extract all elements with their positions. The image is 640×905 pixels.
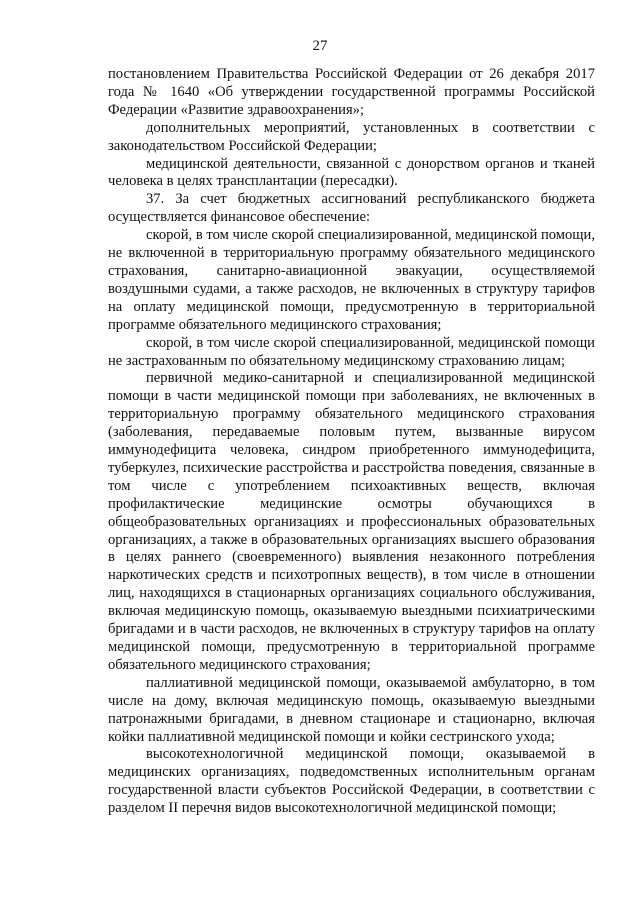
paragraph-emergency-care: скорой, в том числе скорой специализированной, медицинской помощи, не включенной в территориальную программу обязательного медицинского страхования, санитарно-авиационной эвакуации, осуществляемой воздушными судами, а также расходов, не включенных в структуру тарифов на оплату медицинской помощи, предусмотренную в территориальной программе обязательного медицинского страхования;: [108, 227, 595, 333]
paragraph-additional-measures: дополнительных мероприятий, установленных в соответствии с законодательством Российской Федерации;: [108, 119, 595, 154]
document-body: [108, 66, 595, 818]
page-number: 27: [312, 38, 328, 54]
paragraph-emergency-uninsured: скорой, в том числе скорой специализированной, медицинской помощи не застрахованным по обязательному медицинскому страхованию лицам;: [108, 334, 595, 369]
paragraph-organ-donation: медицинской деятельности, связанной с донорством органов и тканей человека в целях трансплантации (пересадки).: [108, 155, 595, 190]
paragraph-palliative-care: паллиативной медицинской помощи, оказываемой амбулаторно, в том числе на дому, включая медицинскую помощь, оказываемую выездными патронажными бригадами, в дневном стационаре и стационарно, включая койки паллиативной медицинской помощи и койки сестринского ухода;: [108, 674, 595, 745]
paragraph-item-37: 37. За счет бюджетных ассигнований республиканского бюджета осуществляется финансовое обеспечение:: [108, 191, 595, 226]
paragraph-continuation: постановлением Правительства Российской Федерации от 26 декабря 2017 года № 1640 «Об утверждении государственной программы Российской Федерации «Развитие здравоохранения»;: [108, 66, 595, 118]
paragraph-high-tech-care: высокотехнологичной медицинской помощи, оказываемой в медицинских организациях, подведомственных исполнительным органам государственной власти субъектов Российской Федерации, в соответствии с разделом II перечня видов высокотехнологичной медицинской помощи;: [108, 746, 595, 817]
paragraph-primary-care: первичной медико-санитарной и специализированной медицинской помощи в части медицинской помощи при заболеваниях, не включенных в территориальную программу обязательного медицинского страхования (заболевания, передаваемые половым путем, вызванные вирусом иммунодефицита человека, синдром приобретенного иммунодефицита, туберкулез, психические расстройства и расстройства поведения, связанные в том числе с употреблением психоактивных веществ, включая профилактические медицинские осмотры обучающихся в общеобразовательных организациях и профессиональных образовательных организациях, а также в образовательных организациях высшего образования в целях раннего (своевременного) выявления незаконного потребления наркотических средств и психотропных веществ), в том числе в отношении лиц, находящихся в стационарных организациях социального обслуживания, включая медицинскую помощь, оказываемую выездными психиатрическими бригадами и в части расходов, не включенных в структуру тарифов на оплату медицинской помощи, предусмотренную в территориальной программе обязательного медицинского страхования;: [108, 370, 595, 673]
